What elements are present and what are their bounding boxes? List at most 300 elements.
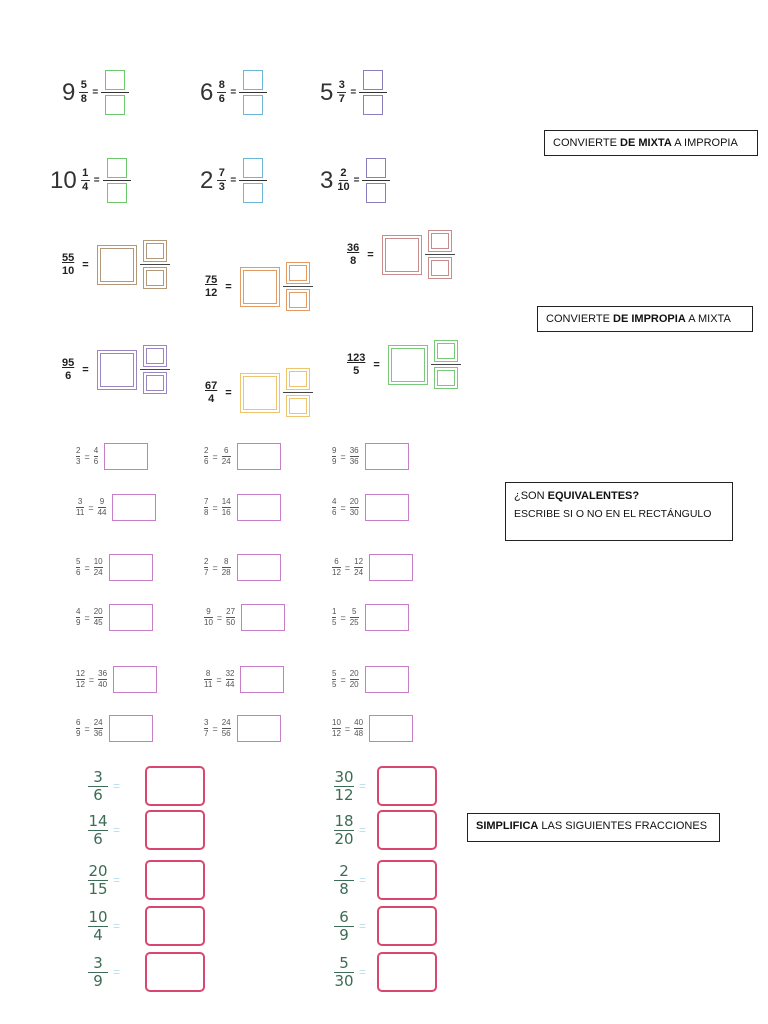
equals-sign: = [84, 723, 90, 734]
answer-fraction [283, 262, 313, 311]
denominator: 28 [221, 567, 231, 577]
answer-numerator-box[interactable] [286, 262, 310, 284]
equivalence-instruction [505, 482, 733, 541]
denominator: 12 [334, 785, 354, 804]
equals-sign: = [113, 919, 121, 933]
fraction [79, 80, 88, 105]
answer-whole-box[interactable] [240, 373, 280, 413]
answer-box[interactable] [369, 715, 413, 742]
denominator: 40 [98, 679, 108, 689]
answer-box[interactable] [145, 952, 205, 992]
fraction [222, 558, 231, 578]
numerator: 2 [204, 556, 209, 566]
equivalence-item [76, 494, 156, 521]
numerator: 6 [339, 907, 349, 926]
answer-box[interactable] [109, 554, 153, 581]
simplify-item [330, 810, 437, 850]
mixed-number-item [50, 158, 131, 203]
instruction-text: LAS SIGUIENTES FRACCIONES [538, 820, 708, 832]
equals-sign: = [230, 175, 237, 186]
answer-box[interactable] [104, 443, 148, 470]
instruction-text: CONVIERTE [546, 313, 614, 325]
denominator: 24 [221, 456, 231, 466]
numerator: 27 [226, 606, 236, 616]
numerator: 10 [93, 556, 103, 566]
equals-sign: = [93, 175, 100, 186]
answer-numerator-box[interactable] [143, 240, 167, 262]
mixed-number-item [200, 70, 267, 115]
equivalence-item [332, 604, 409, 631]
numerator: 9 [332, 445, 337, 455]
numerator: 4 [76, 606, 81, 616]
denominator: 4 [208, 392, 215, 405]
numerator: 95 [62, 357, 75, 370]
answer-box[interactable] [377, 766, 437, 806]
answer-fraction [425, 230, 455, 279]
denominator: 7 [204, 567, 209, 577]
denominator: 10 [204, 617, 213, 627]
denominator: 8 [80, 93, 87, 105]
numerator: 3 [204, 717, 209, 727]
answer-whole-box[interactable] [382, 235, 422, 275]
equivalence-item [76, 666, 157, 693]
handwritten-fraction [84, 907, 112, 944]
fraction [204, 447, 208, 467]
numerator: 5 [80, 79, 87, 91]
denominator: 9 [93, 971, 103, 990]
equals-sign: = [113, 823, 121, 837]
answer-denominator-box[interactable] [286, 289, 310, 311]
denominator: 6 [93, 829, 103, 848]
fraction [94, 719, 103, 739]
mixed-number-item [200, 158, 267, 203]
handwritten-fraction [84, 811, 112, 848]
denominator: 30 [334, 971, 354, 990]
numerator: 8 [218, 79, 225, 91]
answer-numerator-box[interactable] [105, 70, 125, 90]
denominator: 44 [225, 679, 235, 689]
numerator: 20 [349, 668, 359, 678]
equals-sign: = [373, 358, 380, 371]
answer-numerator-box[interactable] [107, 158, 127, 178]
answer-box[interactable] [365, 604, 409, 631]
denominator: 56 [221, 728, 231, 738]
answer-fraction [140, 345, 170, 394]
instruction-text: ¿SON [514, 490, 548, 502]
denominator: 36 [93, 728, 103, 738]
answer-denominator-box[interactable] [286, 395, 310, 417]
equals-sign: = [216, 612, 223, 623]
answer-box[interactable] [369, 554, 413, 581]
denominator: 12 [76, 679, 85, 689]
numerator: 18 [334, 811, 354, 830]
numerator: 10 [332, 717, 341, 727]
numerator: 4 [332, 496, 337, 506]
fraction [350, 670, 359, 690]
answer-box[interactable] [377, 810, 437, 850]
answer-fraction-bar [140, 369, 170, 370]
answer-denominator-box[interactable] [143, 267, 167, 289]
answer-box[interactable] [240, 666, 284, 693]
improper-fraction-item [205, 368, 313, 417]
instruction-bold-text: EQUIVALENTES? [547, 490, 640, 502]
equals-sign: = [340, 451, 346, 462]
numerator: 24 [221, 717, 231, 727]
mixed-number-item [320, 158, 390, 203]
numerator: 55 [62, 252, 75, 265]
answer-fraction-bar [425, 254, 455, 255]
handwritten-fraction [84, 861, 112, 898]
fraction [76, 558, 80, 578]
denominator: 20 [349, 679, 359, 689]
numerator: 20 [349, 496, 359, 506]
denominator: 4 [82, 181, 89, 193]
denominator: 5 [332, 617, 337, 627]
answer-box[interactable] [365, 443, 409, 470]
equals-sign: = [359, 965, 367, 979]
instruction-text: A MIXTA [685, 313, 731, 325]
mixed-number-item [320, 70, 387, 115]
numerator: 8 [223, 556, 229, 566]
numerator: 5 [339, 953, 349, 972]
numerator: 123 [347, 352, 366, 365]
numerator: 30 [334, 767, 354, 786]
whole-number: 2 [200, 166, 214, 194]
denominator: 12 [332, 567, 341, 577]
answer-numerator-box[interactable] [243, 158, 263, 178]
fraction [204, 558, 208, 578]
simplify-item [330, 860, 437, 900]
answer-box[interactable] [109, 604, 153, 631]
answer-denominator-box[interactable] [434, 367, 458, 389]
fraction [332, 558, 341, 578]
numerator: 10 [88, 907, 108, 926]
numerator: 5 [76, 556, 81, 566]
numerator: 2 [340, 167, 347, 179]
answer-denominator-box[interactable] [243, 183, 263, 203]
denominator: 11 [76, 507, 85, 517]
fraction [205, 274, 217, 298]
answer-fraction-bar [431, 364, 461, 365]
equals-sign: = [88, 674, 95, 685]
fraction [217, 168, 226, 193]
denominator: 3 [218, 181, 225, 193]
fraction [62, 357, 74, 381]
answer-fraction-bar [239, 180, 267, 181]
simplify-item [84, 952, 205, 992]
answer-denominator-box[interactable] [363, 95, 383, 115]
numerator: 36 [349, 445, 359, 455]
fraction [347, 352, 365, 376]
answer-fraction [239, 158, 267, 203]
fraction [204, 608, 213, 628]
numerator: 9 [99, 496, 105, 506]
answer-fraction [283, 368, 313, 417]
denominator: 44 [97, 507, 107, 517]
answer-numerator-box[interactable] [434, 340, 458, 362]
answer-fraction [239, 70, 267, 115]
answer-box[interactable] [145, 766, 205, 806]
answer-numerator-box[interactable] [243, 70, 263, 90]
answer-box[interactable] [237, 554, 281, 581]
answer-box[interactable] [237, 443, 281, 470]
simplify-item [84, 906, 205, 946]
handwritten-fraction [330, 861, 358, 898]
answer-fraction [431, 340, 461, 389]
numerator: 1 [82, 167, 89, 179]
fraction [94, 558, 103, 578]
denominator: 6 [93, 456, 99, 466]
denominator: 25 [349, 617, 359, 627]
fraction [350, 447, 359, 467]
improper-fraction-item [347, 230, 455, 279]
fraction [76, 719, 80, 739]
denominator: 7 [338, 93, 345, 105]
equivalence-item [76, 554, 153, 581]
equals-sign: = [82, 258, 89, 271]
equals-sign: = [359, 823, 367, 837]
handwritten-fraction [330, 953, 358, 990]
equals-sign: = [212, 723, 218, 734]
denominator: 7 [204, 728, 209, 738]
denominator: 15 [88, 879, 108, 898]
instruction-line-2: ESCRIBE SI O NO EN EL RECTÁNGULO [514, 508, 712, 520]
numerator: 5 [351, 606, 357, 616]
simplify-instruction [467, 813, 720, 842]
simplify-item [330, 906, 437, 946]
denominator: 6 [76, 567, 81, 577]
equals-sign: = [230, 87, 237, 98]
fraction [337, 168, 349, 193]
answer-numerator-box[interactable] [286, 368, 310, 390]
handwritten-fraction [84, 953, 112, 990]
answer-numerator-box[interactable] [363, 70, 383, 90]
equivalence-item [204, 554, 281, 581]
numerator: 20 [93, 606, 103, 616]
equals-sign: = [359, 873, 367, 887]
answer-fraction-bar [140, 264, 170, 265]
equals-sign: = [225, 280, 232, 293]
denominator: 24 [354, 567, 364, 577]
fraction [222, 447, 231, 467]
equals-sign: = [353, 175, 360, 186]
fraction [204, 670, 212, 690]
equals-sign: = [113, 965, 121, 979]
equals-sign: = [92, 87, 99, 98]
fraction [354, 719, 363, 739]
answer-fraction-bar [103, 180, 131, 181]
answer-fraction-bar [362, 180, 390, 181]
numerator: 75 [205, 274, 218, 287]
instruction-line-1 [514, 487, 724, 505]
answer-denominator-box[interactable] [143, 372, 167, 394]
answer-box[interactable] [237, 715, 281, 742]
answer-fraction [359, 70, 387, 115]
answer-numerator-box[interactable] [428, 230, 452, 252]
equivalence-item [76, 604, 153, 631]
answer-box[interactable] [377, 952, 437, 992]
equals-sign: = [225, 386, 232, 399]
answer-box[interactable] [365, 666, 409, 693]
fraction [76, 447, 80, 467]
denominator: 50 [226, 617, 236, 627]
fraction [222, 719, 231, 739]
answer-box[interactable] [145, 906, 205, 946]
denominator: 9 [76, 728, 81, 738]
fraction [204, 498, 208, 518]
denominator: 16 [221, 507, 231, 517]
numerator: 7 [218, 167, 225, 179]
answer-box[interactable] [145, 810, 205, 850]
improper-fraction-item [205, 262, 313, 311]
numerator: 67 [205, 380, 218, 393]
equals-sign: = [82, 363, 89, 376]
fraction [332, 719, 341, 739]
denominator: 12 [332, 728, 341, 738]
fraction [332, 447, 336, 467]
fraction [62, 252, 74, 276]
denominator: 8 [339, 879, 349, 898]
whole-number: 10 [50, 166, 77, 194]
denominator: 8 [204, 507, 209, 517]
denominator: 30 [349, 507, 359, 517]
denominator: 20 [334, 829, 354, 848]
equals-sign: = [344, 562, 351, 573]
simplify-item [330, 766, 437, 806]
numerator: 8 [205, 668, 211, 678]
equals-sign: = [367, 248, 374, 261]
equivalence-item [76, 443, 148, 470]
fraction [98, 670, 107, 690]
answer-fraction [103, 158, 131, 203]
answer-denominator-box[interactable] [107, 183, 127, 203]
equals-sign: = [344, 723, 351, 734]
answer-numerator-box[interactable] [366, 158, 386, 178]
equals-sign: = [216, 674, 222, 685]
handwritten-fraction [330, 811, 358, 848]
denominator: 6 [93, 785, 103, 804]
answer-box[interactable] [365, 494, 409, 521]
answer-box[interactable] [377, 860, 437, 900]
improper-fraction-item [347, 340, 461, 389]
answer-denominator-box[interactable] [428, 257, 452, 279]
equivalence-item [204, 666, 284, 693]
denominator: 12 [205, 286, 218, 299]
answer-fraction-bar [101, 92, 129, 93]
denominator: 24 [93, 567, 103, 577]
answer-whole-box[interactable] [240, 267, 280, 307]
answer-whole-box[interactable] [97, 245, 137, 285]
fraction [94, 608, 103, 628]
denominator: 9 [332, 456, 337, 466]
numerator: 12 [76, 668, 85, 678]
equals-sign: = [84, 562, 90, 573]
numerator: 6 [223, 445, 229, 455]
answer-box[interactable] [145, 860, 205, 900]
denominator: 6 [65, 369, 72, 382]
equals-sign: = [84, 451, 90, 462]
denominator: 5 [353, 364, 360, 377]
denominator: 9 [339, 925, 349, 944]
answer-fraction-bar [239, 92, 267, 93]
equals-sign: = [340, 502, 346, 513]
equivalence-item [332, 666, 409, 693]
answer-box[interactable] [112, 494, 156, 521]
fraction [347, 242, 359, 266]
fraction [204, 719, 208, 739]
numerator: 5 [332, 668, 337, 678]
equivalence-item [332, 554, 413, 581]
fraction [98, 498, 107, 518]
handwritten-fraction [84, 767, 112, 804]
answer-box[interactable] [237, 494, 281, 521]
instruction-text: CONVIERTE [553, 137, 621, 149]
fraction [350, 498, 359, 518]
equals-sign: = [113, 779, 121, 793]
answer-denominator-box[interactable] [243, 95, 263, 115]
whole-number: 5 [320, 78, 334, 106]
answer-fraction [140, 240, 170, 289]
improper-to-mixed-instruction [537, 306, 753, 332]
answer-box[interactable] [241, 604, 285, 631]
answer-fraction [362, 158, 390, 203]
denominator: 6 [332, 507, 337, 517]
fraction [350, 608, 359, 628]
numerator: 3 [338, 79, 345, 91]
whole-number: 9 [62, 78, 76, 106]
instruction-text: A IMPROPIA [671, 137, 738, 149]
equivalence-item [204, 494, 281, 521]
denominator: 6 [218, 93, 225, 105]
numerator: 14 [221, 496, 231, 506]
denominator: 3 [76, 456, 81, 466]
fraction [76, 670, 85, 690]
improper-fraction-item [62, 345, 170, 394]
answer-whole-box[interactable] [97, 350, 137, 390]
answer-denominator-box[interactable] [366, 183, 386, 203]
equivalence-item [332, 443, 409, 470]
answer-denominator-box[interactable] [105, 95, 125, 115]
denominator: 8 [350, 254, 357, 267]
equivalence-item [204, 443, 281, 470]
fraction [332, 498, 336, 518]
equals-sign: = [84, 612, 90, 623]
handwritten-fraction [330, 907, 358, 944]
numerator: 24 [93, 717, 103, 727]
instruction-bold-text: SIMPLIFICA [476, 820, 539, 832]
numerator: 6 [334, 556, 339, 566]
answer-fraction-bar [283, 286, 313, 287]
mixed-to-improper-instruction [544, 130, 758, 156]
numerator: 2 [339, 861, 349, 880]
answer-box[interactable] [377, 906, 437, 946]
equals-sign: = [350, 87, 357, 98]
answer-box[interactable] [109, 715, 153, 742]
equivalence-item [204, 604, 285, 631]
instruction-bold-text: DE IMPROPIA [613, 313, 686, 325]
answer-fraction-bar [283, 392, 313, 393]
answer-whole-box[interactable] [388, 345, 428, 385]
denominator: 11 [204, 679, 213, 689]
answer-box[interactable] [113, 666, 157, 693]
handwritten-fraction [330, 767, 358, 804]
fraction [205, 380, 217, 404]
fraction [94, 447, 98, 467]
equals-sign: = [340, 612, 346, 623]
mixed-number-item [62, 70, 129, 115]
numerator: 20 [88, 861, 108, 880]
answer-numerator-box[interactable] [143, 345, 167, 367]
